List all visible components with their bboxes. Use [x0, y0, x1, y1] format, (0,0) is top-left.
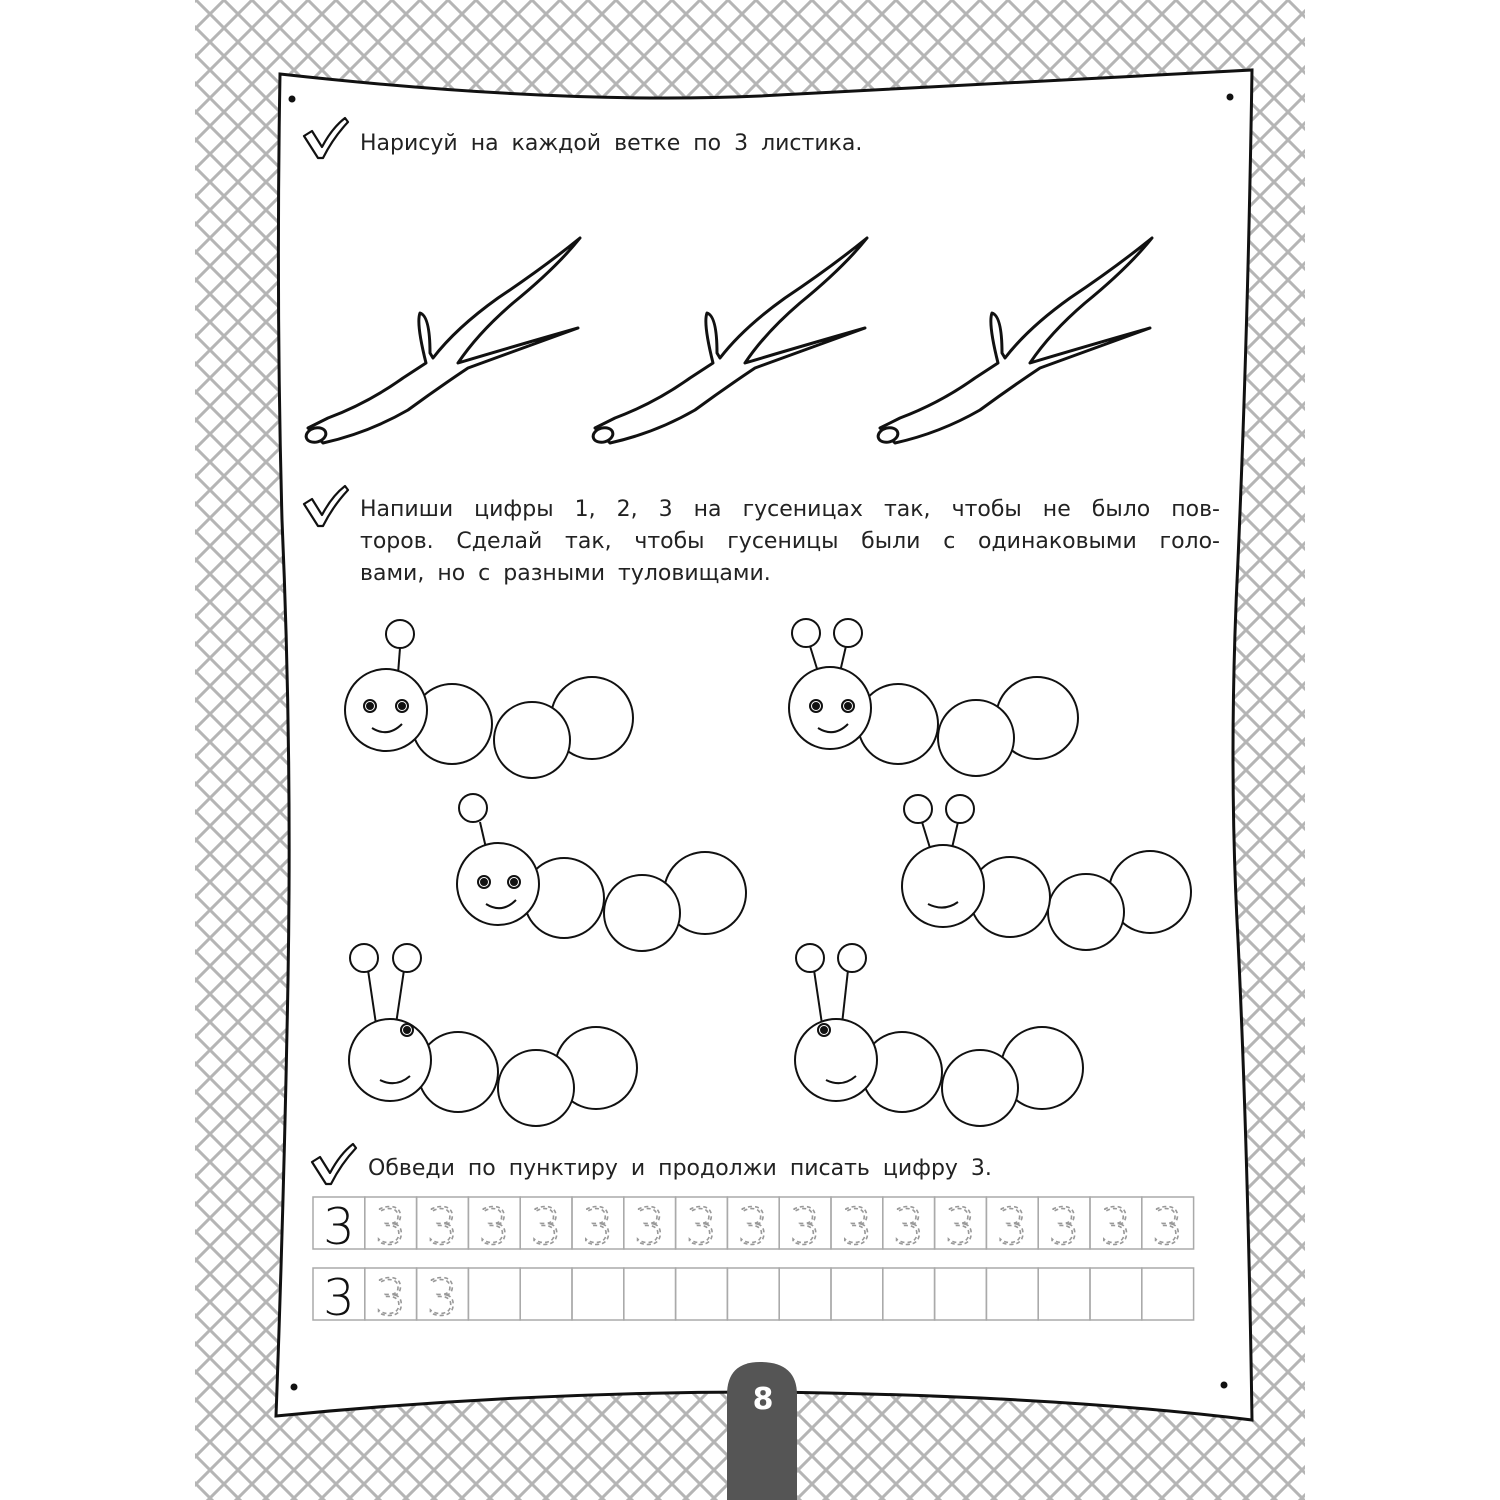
- tracing-row: [313, 1197, 1194, 1256]
- digit-dashed: 3: [426, 1198, 459, 1256]
- task-1-instruction: Нарисуй на каждой ветке по 3 листика.: [360, 131, 863, 156]
- digit-dashed: 3: [1151, 1198, 1184, 1256]
- digit-dashed: 3: [737, 1198, 770, 1256]
- pin-dot: [291, 1384, 298, 1391]
- digit-dashed: 3: [581, 1198, 614, 1256]
- task-3-instruction: Обведи по пунктиру и продолжи писать цифру 3.: [368, 1156, 992, 1181]
- digit-dashed: 3: [685, 1198, 718, 1256]
- digit-dashed: 3: [1099, 1198, 1132, 1256]
- digit-dashed: 3: [478, 1198, 511, 1256]
- digit-dashed: 3: [1048, 1198, 1081, 1256]
- task-2-line-1: Напиши цифры 1, 2, 3 на гусеницах так, чтобы не было пов-: [360, 497, 1220, 522]
- task-2-instruction: [360, 494, 1220, 590]
- pin-dot: [1221, 1382, 1228, 1389]
- digit-dashed: 3: [374, 1269, 407, 1327]
- digit-dashed: 3: [789, 1198, 822, 1256]
- digit-dashed: 3: [840, 1198, 873, 1256]
- pin-dot: [1227, 94, 1234, 101]
- digit-sample: 3: [322, 1269, 355, 1327]
- digit-dashed: 3: [944, 1198, 977, 1256]
- digit-dashed: 3: [633, 1198, 666, 1256]
- pin-dot: [289, 96, 296, 103]
- task-2-line-2: торов. Сделай так, чтобы гусеницы были с одинаковыми голо-: [360, 529, 1220, 554]
- digit-dashed: 3: [530, 1198, 563, 1256]
- page-number: 8: [752, 1382, 774, 1417]
- digit-dashed: 3: [374, 1198, 407, 1256]
- digit-dashed: 3: [892, 1198, 925, 1256]
- digit-dashed: 3: [426, 1269, 459, 1327]
- digit-dashed: 3: [996, 1198, 1029, 1256]
- digit-sample: 3: [322, 1198, 355, 1256]
- task-2-line-3: вами, но с разными туловищами.: [360, 561, 771, 586]
